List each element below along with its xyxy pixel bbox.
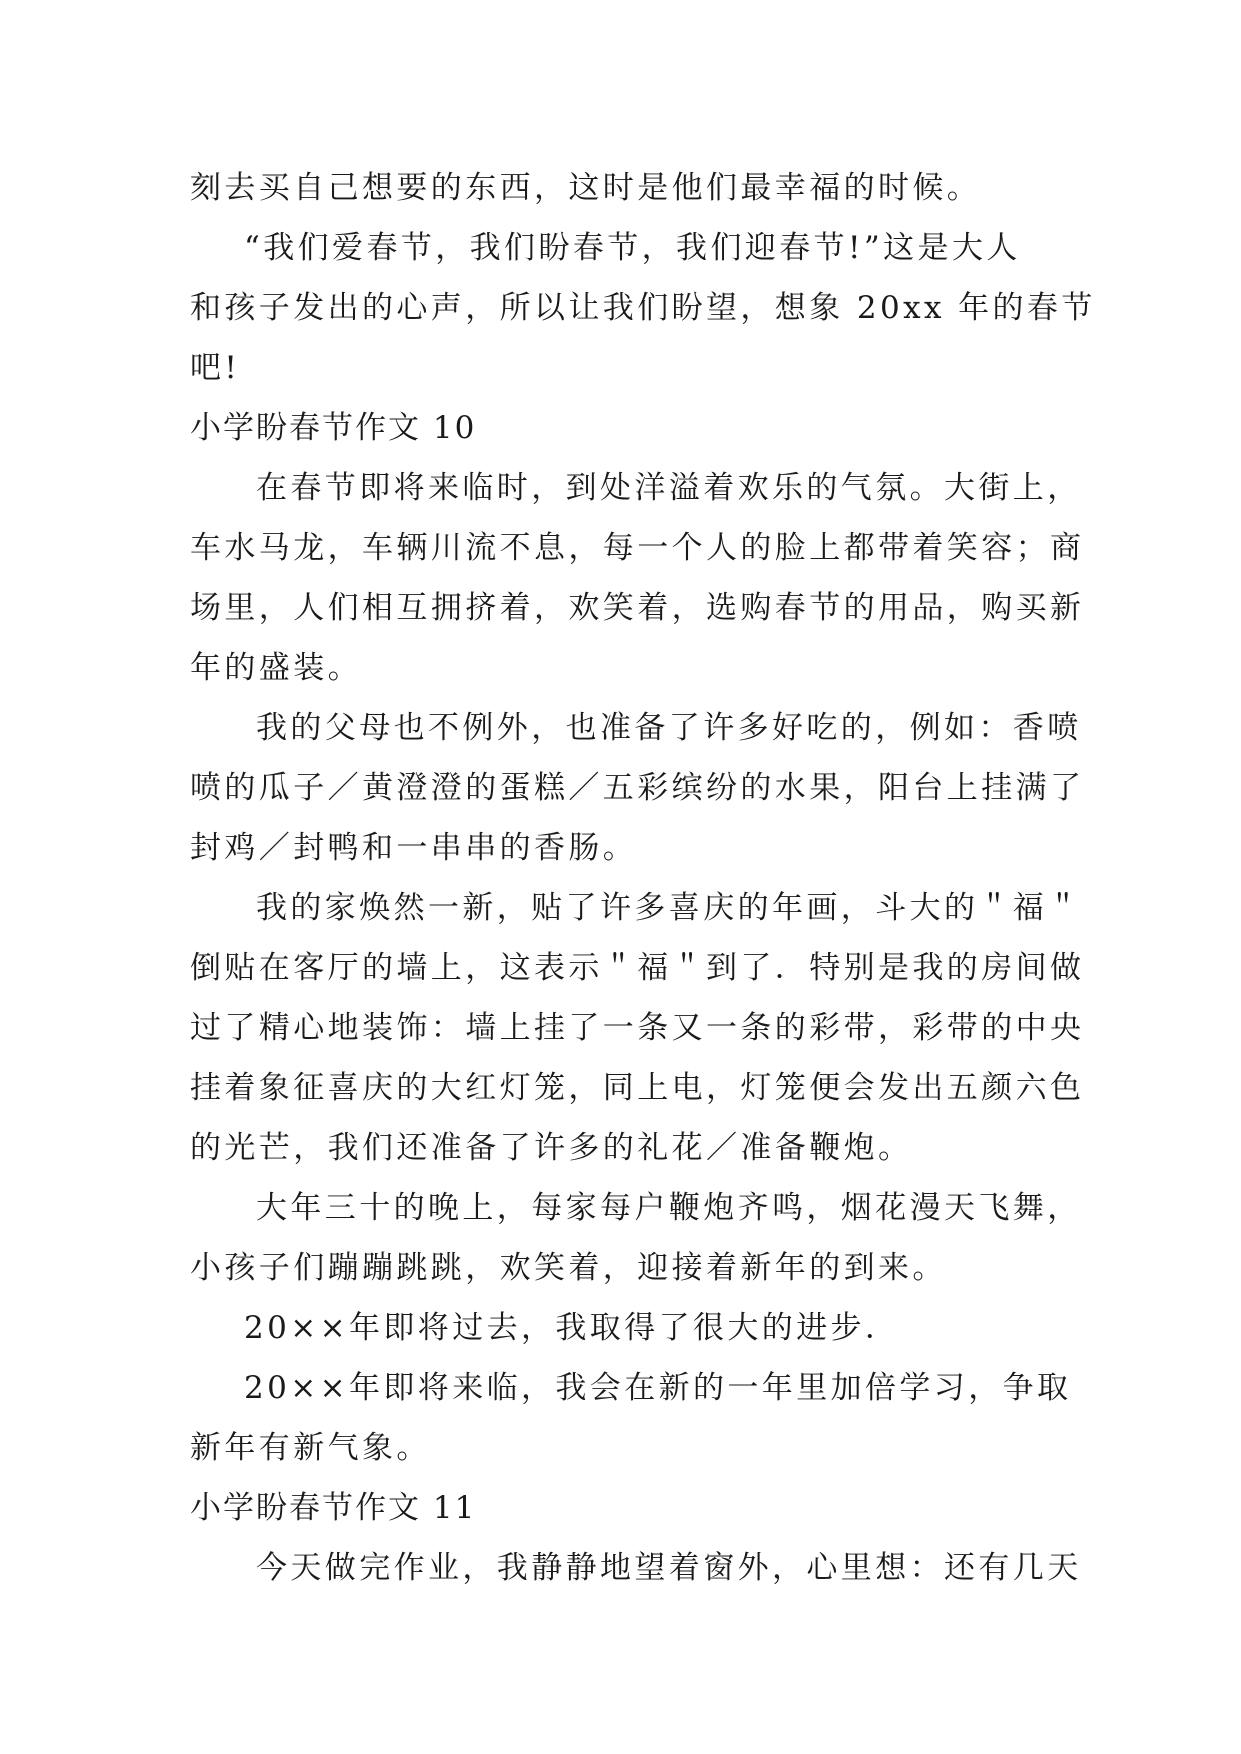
text-line: 小孩子们蹦蹦跳跳，欢笑着，迎接着新年的到来。 <box>190 1250 947 1286</box>
paragraph-first-line: 20××年即将过去，我取得了很大的进步． <box>244 1310 900 1346</box>
paragraph-first-line: 大年三十的晚上，每家每户鞭炮齐鸣，烟花漫天飞舞， <box>256 1190 1082 1226</box>
text-line: 和孩子发出的心声，所以让我们盼望，想象 20xx 年的春节 <box>190 290 1096 326</box>
paragraph-first-line: 在春节即将来临时，到处洋溢着欢乐的气氛。大街上， <box>256 470 1082 506</box>
text-line: 吧! <box>190 350 241 386</box>
text-line: 过了精心地装饰：墙上挂了一条又一条的彩带，彩带的中央 <box>190 1010 1085 1046</box>
paragraph-first-line: 今天做完作业，我静静地望着窗外，心里想：还有几天 <box>256 1550 1082 1586</box>
text-line: 场里，人们相互拥挤着，欢笑着，选购春节的用品，购买新 <box>190 590 1085 626</box>
paragraph-first-line: 我的父母也不例外，也准备了许多好吃的，例如：香喷 <box>256 710 1082 746</box>
paragraph-first-line: “我们爱春节，我们盼春节，我们迎春节!”这是大人 <box>244 230 1021 266</box>
text-line: 的光芒，我们还准备了许多的礼花／准备鞭炮。 <box>190 1130 913 1166</box>
paragraph-first-line: 我的家焕然一新，贴了许多喜庆的年画，斗大的＂福＂ <box>256 890 1082 926</box>
text-line: 封鸡／封鸭和一串串的香肠。 <box>190 830 638 866</box>
text-line: 新年有新气象。 <box>190 1430 431 1466</box>
text-line: 挂着象征喜庆的大红灯笼，同上电，灯笼便会发出五颜六色 <box>190 1070 1085 1106</box>
text-line: 年的盛装。 <box>190 650 362 686</box>
paragraph-first-line: 20××年即将来临，我会在新的一年里加倍学习，争取 <box>244 1370 1072 1406</box>
section-heading: 小学盼春节作文 10 <box>190 410 477 446</box>
section-heading: 小学盼春节作文 11 <box>190 1490 477 1526</box>
document-body <box>190 158 1096 1598</box>
text-line: 刻去买自己想要的东西，这时是他们最幸福的时候。 <box>190 170 982 206</box>
text-line: 倒贴在客厅的墙上，这表示＂福＂到了．特别是我的房间做 <box>190 950 1085 986</box>
text-line: 车水马龙，车辆川流不息，每一个人的脸上都带着笑容；商 <box>190 530 1085 566</box>
text-line: 喷的瓜子／黄澄澄的蛋糕／五彩缤纷的水果，阳台上挂满了 <box>190 770 1085 806</box>
